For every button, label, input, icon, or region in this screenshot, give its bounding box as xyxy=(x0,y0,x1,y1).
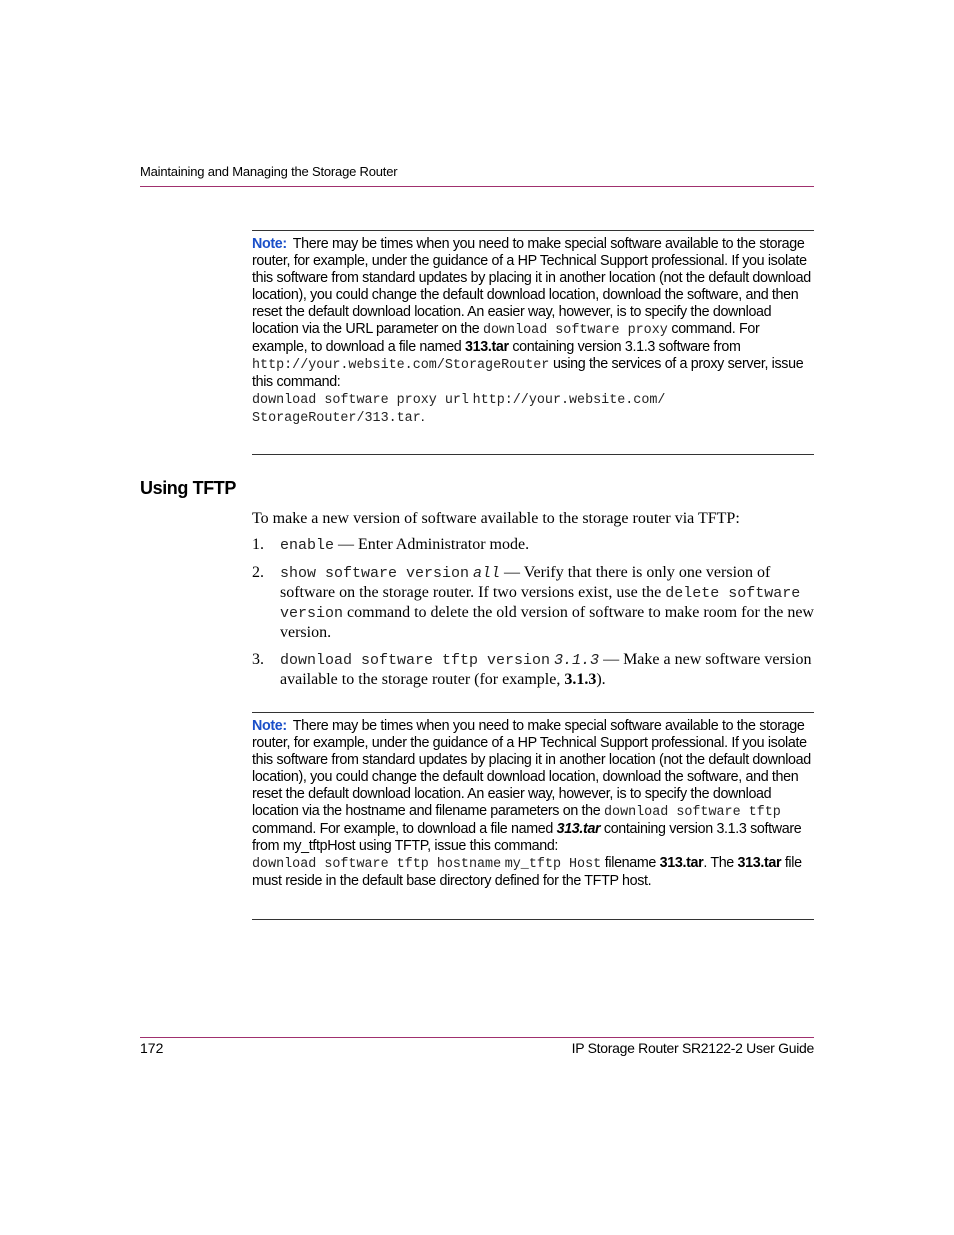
note1-file1: 313.tar xyxy=(465,339,509,355)
step-item xyxy=(252,563,814,642)
step-text-secondary: ). xyxy=(596,671,606,688)
note1-text4: using the services of a proxy server, issue this command: xyxy=(252,356,804,390)
note1-cmd2c: StorageRouter/313.tar xyxy=(252,411,421,426)
note1-cmd2a: download software proxy url xyxy=(252,393,469,408)
note2-cmd3: my_tftp Host xyxy=(504,857,602,872)
section-intro: To make a new version of software available to the storage router via TFTP: xyxy=(252,510,740,527)
step-command: show software version xyxy=(280,565,470,582)
note1-text1: There may be times when you need to make special software available to the storage router, for example, under the guidance of a HP Technical Support professional. If you isolate this software from standard updates by placing it in another location (not the default download location), you could change the default download location, download the software, and then reset the default download location. An easier way, however, is to specify the download location via the URL parameter on the xyxy=(252,236,811,337)
section-title: Using TFTP xyxy=(140,478,236,498)
step-argument: all xyxy=(473,565,501,582)
note2-text4: filename xyxy=(604,855,657,871)
step-text: — Enter Administrator mode. xyxy=(334,536,530,553)
note1 xyxy=(252,236,814,427)
step-number: 3. xyxy=(252,651,264,668)
note2-file3: 313.tar xyxy=(737,855,782,871)
step-text: — Verify that there is only one version of software on the storage router. If two versions exist, use the xyxy=(280,564,771,601)
step-number: 1. xyxy=(252,536,264,553)
step-argument: 3.1.3 xyxy=(554,652,600,669)
steps-list xyxy=(252,535,814,697)
step-text: — Make a new software version available to the storage router (for example, xyxy=(280,651,812,688)
note2-text3: containing version 3.1.3 software from my_tftpHost using TFTP, issue this command: xyxy=(252,821,802,854)
note1-text5: . xyxy=(420,409,425,425)
note1-text3: containing version 3.1.3 software from xyxy=(512,339,741,355)
step-command: download software tftp version xyxy=(280,652,551,669)
step-command: enable xyxy=(280,537,335,554)
step-item xyxy=(252,535,814,555)
page-number: 172 xyxy=(140,1040,164,1056)
note2-text6: file must reside in the default base directory defined for the TFTP host. xyxy=(252,855,802,889)
note2-file2: 313.tar xyxy=(659,855,704,871)
note2 xyxy=(252,718,814,890)
note1-cmd1: download software proxy xyxy=(482,323,668,338)
step-item xyxy=(252,650,814,689)
note1-top-rule xyxy=(252,230,814,231)
note2-text5: . The xyxy=(703,855,734,871)
note1-url1: http://your.website.com/StorageRouter xyxy=(252,358,550,373)
note2-cmd1: download software tftp xyxy=(604,805,781,820)
running-header: Maintaining and Managing the Storage Router xyxy=(140,164,398,179)
step-version-bold: 3.1.3 xyxy=(564,671,597,688)
step-text-secondary: command to delete the old version of software to make room for the new version. xyxy=(280,604,814,641)
note1-text2: command. For example, to download a file named xyxy=(252,321,760,355)
guide-title: IP Storage Router SR2122-2 User Guide xyxy=(571,1040,814,1056)
note2-top-rule xyxy=(252,712,814,713)
note2-text1: There may be times when you need to make special software available to the storage router, for example, under the guidance of a HP Technical Support professional. If you isolate this software from standard updates by placing it in another location (not the default download location), you could change the default download location, download the software, and then reset the default download location. An easier way, however, is to specify the download location via the hostname and filename parameters on the xyxy=(252,718,811,819)
note2-cmd2: download software tftp hostname xyxy=(252,857,502,872)
note2-text2: command. For example, to download a file named xyxy=(252,821,553,837)
note2-bottom-rule xyxy=(252,919,814,920)
footer-rule xyxy=(140,1037,814,1038)
note2-label: Note: xyxy=(252,718,287,734)
header-rule xyxy=(140,186,814,187)
note1-label: Note: xyxy=(252,236,287,252)
note1-cmd2b: http://your.website.com/ xyxy=(472,393,666,408)
step-command-secondary: delete software version xyxy=(280,585,801,622)
note1-bottom-rule xyxy=(252,454,814,455)
step-number: 2. xyxy=(252,564,264,581)
note2-file1: 313.tar xyxy=(556,821,601,837)
